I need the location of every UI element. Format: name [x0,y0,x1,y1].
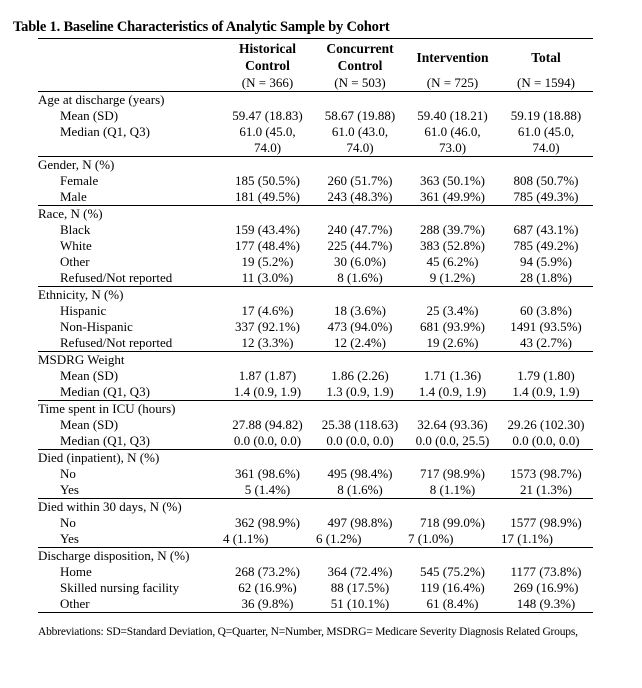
table-row: Other 36 (9.8%) 51 (10.1%) 61 (8.4%) 148 (9.3%) [38,596,593,613]
table-row: Skilled nursing facility 62 (16.9%) 88 (17.5%) 119 (16.4%) 269 (16.9%) [60,580,579,595]
header-row-names [38,39,593,75]
baseline-characteristics-table [38,38,593,613]
section-heading-died-30-days: Died within 30 days, N (%) [38,499,182,514]
header-total: Total [499,39,593,75]
section-heading-race: Race, N (%) [38,206,103,221]
table-row: White 177 (48.4%) 225 (44.7%) 383 (52.8%) 785 (49.2%) [60,238,579,253]
table-row: Mean (SD) 1.87 (1.87) 1.86 (2.26) 1.71 (1.36) 1.79 (1.80) [60,368,575,383]
table-number: Table 1 [13,19,57,35]
header-concurrent-control: Concurrent Control [314,39,406,75]
header-n-concurrent: (N = 503) [314,74,406,92]
table-row: Yes 5 (1.4%) 8 (1.6%) 8 (1.1%) 21 (1.3%) [38,482,593,499]
table-row: Yes 4 (1.1%) 6 (1.2%) 7 (1.0%) 17 (1.1%) [38,531,593,548]
table-row: Refused/Not reported 12 (3.3%) 12 (2.4%) 19 (2.6%) 43 (2.7%) [38,335,593,352]
header-intervention: Intervention [406,39,499,75]
table-row: Refused/Not reported 11 (3.0%) 8 (1.6%) 9 (1.2%) 28 (1.8%) [38,270,593,287]
section-heading-gender: Gender, N (%) [38,157,115,172]
section-heading-msdrg: MSDRG Weight [38,352,125,367]
table-row: Mean (SD) 59.47 (18.83) 58.67 (19.88) 59.40 (18.21) 59.19 (18.88) [60,108,582,123]
table-row: Male 181 (49.5%) 243 (48.3%) 361 (49.9%) 785 (49.3%) [38,189,593,206]
section-heading-discharge-disposition: Discharge disposition, N (%) [38,548,190,563]
table-row: Mean (SD) 27.88 (94.82) 25.38 (118.63) 32.64 (93.36) 29.26 (102.30) [60,417,585,432]
header-historical-control: Historical Control [221,39,314,75]
header-n-total: (N = 1594) [499,74,593,92]
table-row: Median (Q1, Q3) 0.0 (0.0, 0.0) 0.0 (0.0, 0.0) 0.0 (0.0, 25.5) 0.0 (0.0, 0.0) [38,433,593,450]
header-n-intervention: (N = 725) [406,74,499,92]
table-row: Female 185 (50.5%) 260 (51.7%) 363 (50.1%) 808 (50.7%) [60,173,579,188]
header-n-historical: (N = 366) [221,74,314,92]
table-caption [13,19,390,36]
header-n-blank [38,74,221,92]
table-row: Other 19 (5.2%) 30 (6.0%) 45 (6.2%) 94 (5.9%) [60,254,572,269]
section-heading-died-inpatient: Died (inpatient), N (%) [38,450,160,465]
table-row: Median (Q1, Q3) 61.0 (45.0, 74.0) 61.0 (43.0, 74.0) 61.0 (46.0, 73.0) 61.0 (45.0, 74.0) [38,124,593,157]
section-heading-ethnicity: Ethnicity, N (%) [38,287,124,302]
table-row: Home 268 (73.2%) 364 (72.4%) 545 (75.2%) 1177 (73.8%) [60,564,582,579]
header-row-n [38,74,593,92]
table-row: Median (Q1, Q3) 1.4 (0.9, 1.9) 1.3 (0.9, 1.9) 1.4 (0.9, 1.9) 1.4 (0.9, 1.9) [38,384,593,401]
table-row: No 361 (98.6%) 495 (98.4%) 717 (98.9%) 1573 (98.7%) [60,466,582,481]
baseline-characteristics-table-container [38,38,593,613]
table-title: . Baseline Characteristics of Analytic Sample by Cohort [56,19,390,35]
table-row: Hispanic 17 (4.6%) 18 (3.6%) 25 (3.4%) 60 (3.8%) [60,303,572,318]
table-row: No 362 (98.9%) 497 (98.8%) 718 (99.0%) 1577 (98.9%) [60,515,582,530]
section-heading-icu: Time spent in ICU (hours) [38,401,176,416]
table-footnote: Abbreviations: SD=Standard Deviation, Q=Quarter, N=Number, MSDRG= Medicare Severity Diagnosis Related Groups, [38,626,578,638]
table-row: Non-Hispanic 337 (92.1%) 473 (94.0%) 681 (93.9%) 1491 (93.5%) [60,319,582,334]
header-blank [38,39,221,75]
table-row: Black 159 (43.4%) 240 (47.7%) 288 (39.7%) 687 (43.1%) [60,222,579,237]
section-heading-age: Age at discharge (years) [38,92,165,107]
